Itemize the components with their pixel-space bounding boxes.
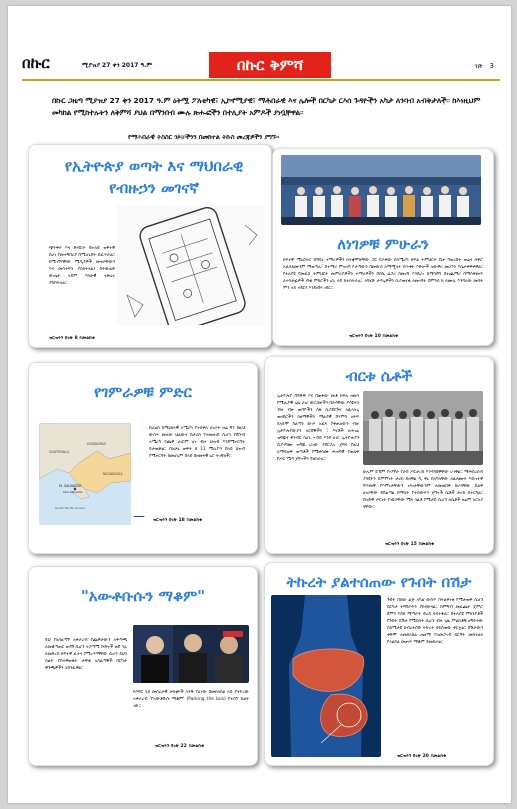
article-byline: ዝርዝሩን በገጽ 18 ይመልከቱ (153, 518, 202, 523)
article-body: በሆሬስ ከማዕከላዊ አሜሪካ የተሰቀለ ሀገራት ዛሬ ግን ከዚህ ውስጥ መላው ህልውና በታሪክ የተመዘገበ ሲሆን የደቡብ አሜሪካ የጨዋ ሀገርም ሆነ ብዙ ህዝብ እንደሚኖርባት ይታወቃል። በአሁኑ ወቅት ከ 11 ሚሊዮን በላይ ህዝብ የሚኖርባት ከመሆኑም በላይ በዘመናዊ ኑሮ ትገኛለች። (149, 426, 245, 459)
header-rule (22, 79, 500, 81)
historic-women-photo (363, 391, 483, 465)
page-label: ገጽ (474, 62, 483, 70)
section-banner: በኩር ቅምሻ (209, 52, 331, 78)
article-body-left: ኢትዮጵያ በዓድዋ እና በጠፋው መቶ ክፍለ ዘመን የሚሊያዊ ጊዜ ሀገሪ ውርሰቻችን በራሳቸው ያሳዩትን ብዙ ብዙ ጠባዮችን ሰፋ ሲያደርጉና አፈላላጊ ወዛደሮችን ከዘማቾችን ማልያዊ በሃምሳ ዘሩፍ ከአይሞ ስልጣን ውጦ አፈና የቀጠለውን ብዙ ኢትዮጵያውያን አርበኞችን ፣ እናቶች ለሐገሬ ዝግጁና ቅንብር ከሆኑ ኣብይ እንደ ሀገር ኢትዮጵያን ሲያገግሙ ዝግጁ ሆነው ያደርጋሉ ጀግና የዚህ ለማሳወቅ ወጣቶች የሚቀስሙ ሕዝባዊ የጠለቀ የጦር ሜዳ ጀግኖችን ይዘክራሉ። (277, 394, 359, 462)
page-number-value: 3 (489, 62, 494, 70)
article-card-scholars[interactable] (272, 148, 494, 346)
article-byline: ዝርዝሩን በገጽ 22 ይመልከቱ (155, 744, 204, 749)
article-body: ጉበት በሰው ልጅ አካል ውስጥ በትልቅነቱ የሚታወቅ ሲሆን በርካታ ተግባራትን ያከናውናል። ከምግብ መፈጨት ጀምሮ ደምን እስከ ማጣራት ድረስ ይሳተፋል። በተለያዩ ምክንያቶች የጉበት በሽታ የሚከሰት ሲሆን ብዙ ጊዜ ምልክቶቹ ዘግይተው ስለሚታዩ ህብረተሰቡ ትኩረት ሳይሰጠው ቀርቷል። በሽታውን ቀድሞ ለመከላከል ጤናማ የአመጋገብ ስርዓት መከተልና የአልኮል መጠጥ ማቆም ይመከራል። (387, 598, 483, 645)
article-body-right: ሁሉም ይኸም የአማራ የራስ ጦርታሪክ እንዳሳዩዋቸው ሆነዋል። ማሕበረሰብ ያሳዩትን ስምምነት ታሪክ ይዘዋል ዲ ቀኑ በአካላቸው ለፈጸሙት እውነተኛ ግጥመኛ የእምነታቸውን ነጻነታቸውንም ለመጠበቅ ከራሳቸው ይልቅ ሀገራቸው ይበልጣል በማለት የተሰውትን ጀግኖች ሴቶች ታሪክ ይተርካል። በአድዋ ጦርነት የነበራቸው ሚና ጎልቶ የሚታይ ሲሆን ለሴቶች ዛሬም አርአያ ናቸው። (363, 470, 483, 510)
article-card-football[interactable] (28, 566, 258, 766)
map-label: NICARAGUA (103, 472, 123, 476)
central-america-map (39, 423, 131, 525)
article-card-caribbean[interactable] (28, 362, 258, 554)
article-title: የገምራዎቹ ምድር (94, 383, 192, 401)
article-card-women[interactable] (264, 356, 494, 554)
article-byline: ዝርዝሩን በገጽ 8 ይመልከቱ (49, 336, 95, 341)
newspaper-brand: በኩር (22, 54, 50, 72)
article-byline: ዝርዝሩን በገጽ 15 ይመልከቱ (385, 542, 434, 547)
intro-subtitle: የማሕበራዊ ትስስር ገጾቻችንን በመከተል ትኩስ መረጃዎችን ያግኙ። (128, 134, 280, 141)
page-number (475, 62, 494, 71)
article-card-liver[interactable] (264, 562, 494, 766)
page-header (22, 52, 500, 82)
article-title: "አውቶቡሱን ማቆም" (80, 587, 206, 605)
article-body: ከፍተኛ ሚኒስትሮ በዓይነ ተማሪዎችን ከተቋሞቻቸው ጋር የራቀው በአሜሪካ ከፍል ትምህርት ቤተ ባወረበት ወሬና ሰቅሮ አፈጻጸሙንም ማወጣሉ፣ በተማሪ ምዝገባ የታጣውን በመውሰ ለማሟላት ከጥቂት እድሎች አውዋሪ መሆንን እሴታቀዋቀዋል። የተለያዩ የመፈሰ ትምህርት መምሪያዎችን ተማሪዎችን በስኬ ሬጋሪ ከመነሻ እንደሆነ ከማሳደግ በተጨማሪ በማስቀመጥ ለተሳታፊዎች ብቁ ምክሮችን ሆኑ ላይ ከተከትራሉ፣ አካሄድ ታዳጊዎችን ሲያጠናቁ ለመገባት በምንሰ ከ ለሙሉ እንዳለው መሳት ምን ላይ ተደርጎ እንደነበሩ ነበር። (283, 258, 483, 291)
article-title: የኢትዮጵያ ወጣት እና ማህበራዊ የብዙኃን መገናኛ (64, 157, 244, 197)
article-body-left: ይህ የአሰልጣኝ አቀራረብ የጨዋታውን አቅጣጫ ለመቆጣጠር ወሳኝ ሲሆን ተጋጣሚ ቡድኖች ወደ ጎሉ ለመድረስ ከፍተኛ ፈተና የሚገጥማቸው ሲሆን ይህን ስልት ያስተዋወቁት ታዋቂ አሰልጣኞች በርካታ ዋንጫዎችን አሸንፈዋል። (45, 638, 127, 671)
el-salvador-flag (133, 509, 145, 517)
map-label: San Salvador (63, 490, 83, 494)
article-card-youth[interactable] (28, 144, 272, 348)
map-label: GUATEMALA (49, 450, 70, 454)
graduates-photo (281, 155, 481, 225)
issue-date: ሚያዝያ 27 ቀን 2017 ዓ.ም (82, 62, 152, 69)
article-title: ትኩረት ያልተሰጠው የጉበት በሽታ (286, 573, 472, 591)
article-byline: ዝርዝሩን በገጽ 20 ይመልከቱ (397, 754, 446, 759)
map-label: EL SALVADOR (59, 484, 82, 488)
article-body-right: ከእግር ኳስ መሰረታዊ ታክቲኮች አንዱ የሆነው በመከላከል ላይ ያተኮረው አቀራረብ 'የአውቶቡሱ ማቆም' (Parking the bus) የተሰኘ ስልት ነው። (133, 690, 249, 709)
article-title: ለነገዎቹ ምሁራን (337, 235, 429, 253)
article-title: ብርቱ ሴቶች (345, 367, 413, 385)
map-label: HONDURAS (87, 442, 106, 446)
map-label: South Pacific Ocean (55, 506, 85, 510)
liver-illustration (271, 595, 381, 757)
smartphone-illustration (117, 205, 265, 325)
article-body: ጭንቀት እና ድብርት በተለይ ዝቅተኛ በሆነ የመተግበሪያ በሚሆኑበት ይፈጥራል። ከሚገኙባቸው ሚዲያዎች መኖራቸውን እና መሳተፍን ያስከትላል፤ በትውልድ ውጤት ላይም እክታዊ ተጽዕኖ ያስከትላል። (49, 246, 115, 286)
intro-paragraph: በኩር ጋዜጣ ሚያዝያ 27 ቀን 2017 ዓ.ም ዕትሟ ፖለቲካዊ፣ ኢኮኖሚያዊ፣ ማሕበራዊ እና ሌሎች በርካታ ርእሰ ጉዳዮችን አካታ ለንባብ አብቅታለች። ከእነዚህም መካከል የሚከተሉትን ለቅምሻ ያህል በማንበብ ሙሉ ጽሑፎችን በተሊያት አምዶች ያነቧቸዋል። (52, 96, 481, 117)
coaches-photo (133, 625, 249, 683)
article-byline: ዝርዝሩን በገጽ 10 ይመልከቱ (349, 334, 398, 339)
